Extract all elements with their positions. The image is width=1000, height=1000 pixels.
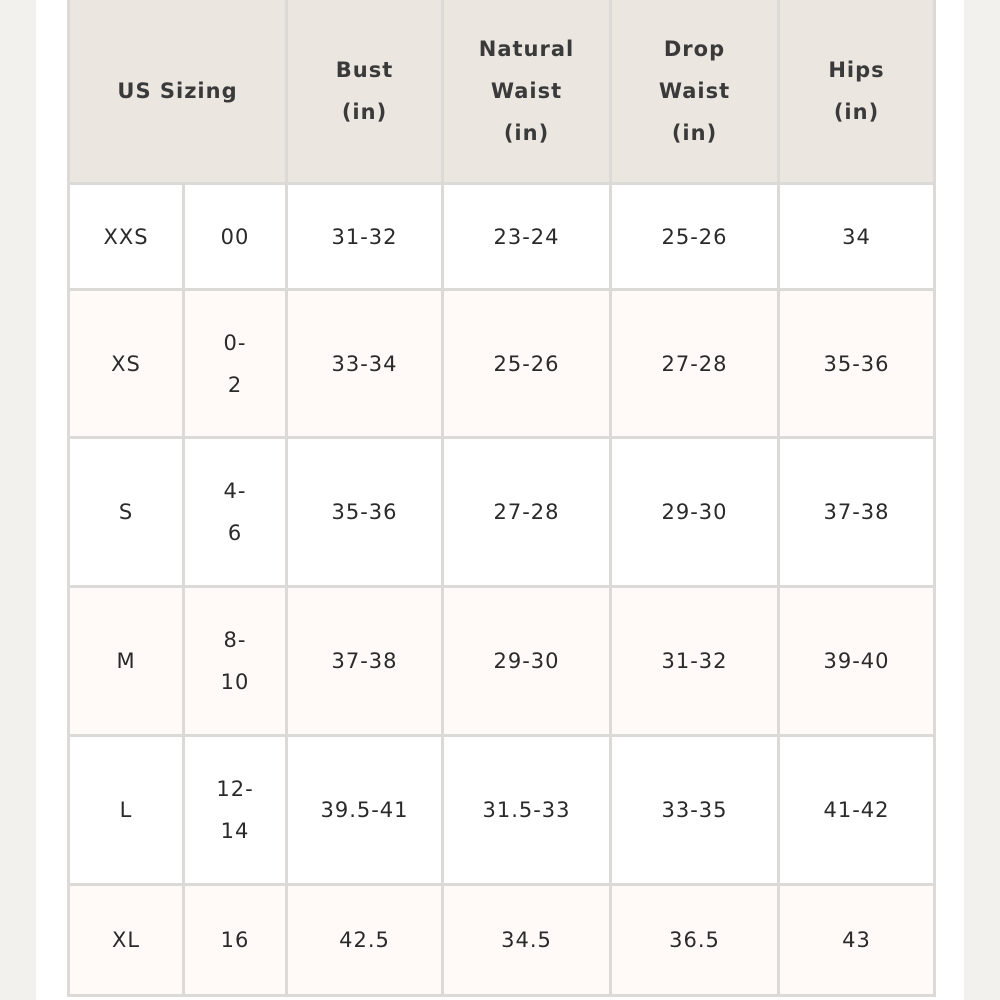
hips-cell: 35-36 — [779, 290, 935, 438]
hips-cell: 43 — [779, 885, 935, 996]
bust-cell: 35-36 — [287, 438, 443, 587]
hips-cell: 39-40 — [779, 587, 935, 736]
table-row — [69, 184, 935, 290]
header-natural-waist-line-1: Natural — [478, 36, 575, 61]
size-letter-cell: M — [69, 587, 184, 736]
drop-waist-cell: 25-26 — [611, 184, 779, 290]
size-letter-cell: XL — [69, 885, 184, 996]
size-number-line-1: 00 — [220, 224, 250, 249]
bust-cell: 39.5-41 — [287, 736, 443, 885]
size-chart-table — [67, 0, 936, 997]
table-row — [69, 736, 935, 885]
size-letter-cell: XS — [69, 290, 184, 438]
hips-cell: 41-42 — [779, 736, 935, 885]
natural-waist-cell: 27-28 — [443, 438, 611, 587]
hips-cell: 34 — [779, 184, 935, 290]
size-letter-cell: S — [69, 438, 184, 587]
header-drop-waist-line-3: (in) — [671, 120, 718, 145]
bust-cell: 42.5 — [287, 885, 443, 996]
size-number-line-2: 10 — [220, 670, 250, 694]
header-natural-waist — [443, 0, 611, 184]
header-hips-line-1: Hips — [828, 57, 885, 82]
bust-cell: 33-34 — [287, 290, 443, 438]
header-us-sizing — [69, 0, 287, 184]
header-natural-waist-line-3: (in) — [503, 120, 550, 145]
header-bust-line-2: (in) — [341, 99, 388, 124]
size-letter-cell: XXS — [69, 184, 184, 290]
header-us-sizing-label: US Sizing — [117, 78, 238, 103]
hips-cell: 37-38 — [779, 438, 935, 587]
size-number-cell — [184, 290, 287, 438]
drop-waist-cell: 33-35 — [611, 736, 779, 885]
table-row — [69, 587, 935, 736]
size-number-cell — [184, 885, 287, 996]
size-number-line-1: 8- — [223, 628, 247, 652]
header-bust-line-1: Bust — [335, 57, 394, 82]
header-hips — [779, 0, 935, 184]
natural-waist-cell: 29-30 — [443, 587, 611, 736]
natural-waist-cell: 23-24 — [443, 184, 611, 290]
size-number-cell — [184, 587, 287, 736]
size-number-cell — [184, 736, 287, 885]
drop-waist-cell: 36.5 — [611, 885, 779, 996]
header-drop-waist — [611, 0, 779, 184]
drop-waist-cell: 29-30 — [611, 438, 779, 587]
size-number-line-2: 2 — [227, 372, 243, 397]
bust-cell: 37-38 — [287, 587, 443, 736]
natural-waist-cell: 34.5 — [443, 885, 611, 996]
header-hips-line-2: (in) — [833, 99, 880, 124]
header-row — [69, 0, 935, 184]
size-number-line-2: 6 — [227, 521, 243, 545]
size-number-line-1: 16 — [220, 928, 250, 952]
size-number-cell — [184, 438, 287, 587]
size-number-line-1: 12- — [216, 777, 254, 801]
size-number-line-2: 14 — [220, 819, 250, 843]
natural-waist-cell: 25-26 — [443, 290, 611, 438]
header-drop-waist-line-2: Waist — [658, 78, 731, 103]
header-natural-waist-line-2: Waist — [490, 78, 563, 103]
bust-cell: 31-32 — [287, 184, 443, 290]
size-number-cell — [184, 184, 287, 290]
size-number-line-1: 0- — [223, 330, 247, 355]
header-bust — [287, 0, 443, 184]
size-letter-cell: L — [69, 736, 184, 885]
drop-waist-cell: 31-32 — [611, 587, 779, 736]
header-drop-waist-line-1: Drop — [663, 36, 726, 61]
drop-waist-cell: 27-28 — [611, 290, 779, 438]
table-row — [69, 290, 935, 438]
table-row — [69, 438, 935, 587]
size-number-line-1: 4- — [223, 479, 247, 503]
table-row — [69, 885, 935, 996]
natural-waist-cell: 31.5-33 — [443, 736, 611, 885]
